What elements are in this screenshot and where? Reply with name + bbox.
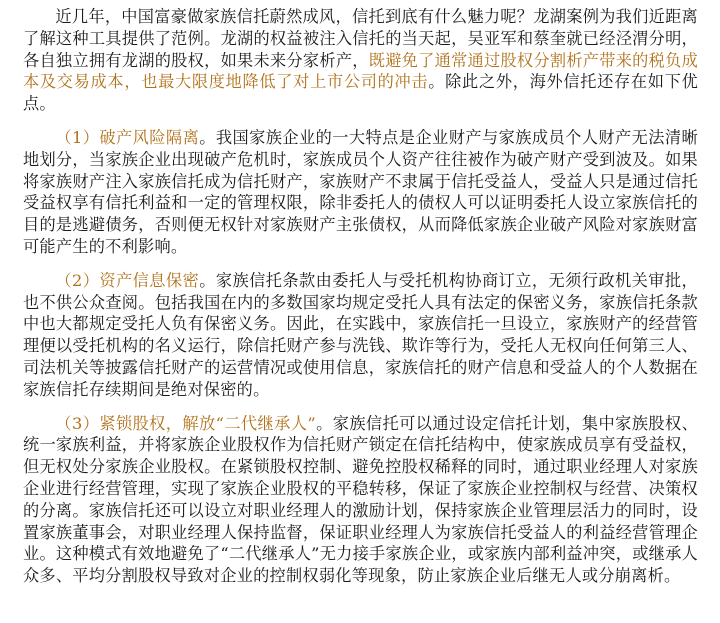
paragraph-equity-lock [23, 413, 698, 587]
intro-text-1: 近几年，中国富豪做家族信托蔚然成风，信托到底有什么魅力呢？龙湖案例为我们近距离了解这种工具提供了范例。龙湖的权益被注入信托的当天起，吴亚军和蔡奎就已经泾渭分明，各自独立拥有龙湖的股权，如果未来分家析产， [23, 7, 698, 70]
paragraph-asset-confidentiality [23, 270, 698, 401]
intro-text-2: 。除此之外，海外信托还存在如下优点。 [23, 72, 699, 114]
body-bankruptcy-isolation: 。我国家族企业的一大特点是企业财产与家族成员个人财产无法清晰地划分，当家族企业出现破产危机时，家族成员个人资产往往被作为破产财产受到波及。如果将家族财产注入家族信托成为信托财产，家族财产不隶属于信托受益人，受益人只是通过信托受益权享有信托利益和一定的管理权限，除非委托人的债权人可以证明委托人设立家族信托的目的是逃避债务，否则便无权针对家族财产主张债权，从而降低家族企业破产风险对家族财富可能产生的不利影响。 [23, 127, 698, 256]
heading-equity-lock: （3）紧锁股权，解放“二代继承人” [55, 413, 316, 433]
intro-highlight: 既避免了通常通过股权分割析产带来的税负成本及交易成本，也最大限度地降低了对上市公司的冲击 [23, 50, 699, 92]
heading-bankruptcy-isolation: （1）破产风险隔离 [55, 127, 200, 147]
body-equity-lock: 。家族信托可以通过设定信托计划，集中家族股权、统一家族利益，并将家族企业股权作为信托财产锁定在信托结构中，使家族成员享有受益权，但无权处分家族企业股权。在紧锁股权控制、避免控股权稀释的同时，通过职业经理人对家族企业进行经营管理，实现了家族企业股权的平稳转移，保证了家族企业控制权与经营、决策权的分离。家族信托还可以设立对职业经理人的激励计划，保持家族企业管理层活力的同时，设置家族董事会，对职业经理人保持监督，保证职业经理人为家族信托受益人的利益经营管理企业。这种模式有效地避免了“二代继承人”无力接手家族企业，或家族内部利益冲突，或继承人众多、平均分割股权导致对企业的控制权弱化等现象，防止家族企业后继无人或分崩离析。 [23, 413, 699, 586]
paragraph-bankruptcy-isolation [23, 127, 698, 258]
body-asset-confidentiality: 。家族信托条款由委托人与受托机构协商订立，无须行政机关审批，也不供公众查阅。包括我国在内的多数国家均规定受托人具有法定的保密义务，家族信托条款中也大都规定受托人负有保密义务。因此，在实践中，家族信托一旦设立，家族财产的经营管理便以受托机构的名义运行，除信托财产参与洗钱、欺诈等行为，受托人无权向任何第三人、司法机关等披露信托财产的运营情况或使用信息，家族信托的财产信息和受益人的个人数据在家族信托存续期间是绝对保密的。 [23, 270, 698, 399]
paragraph-intro [23, 6, 698, 115]
heading-asset-confidentiality: （2）资产信息保密 [55, 270, 200, 290]
